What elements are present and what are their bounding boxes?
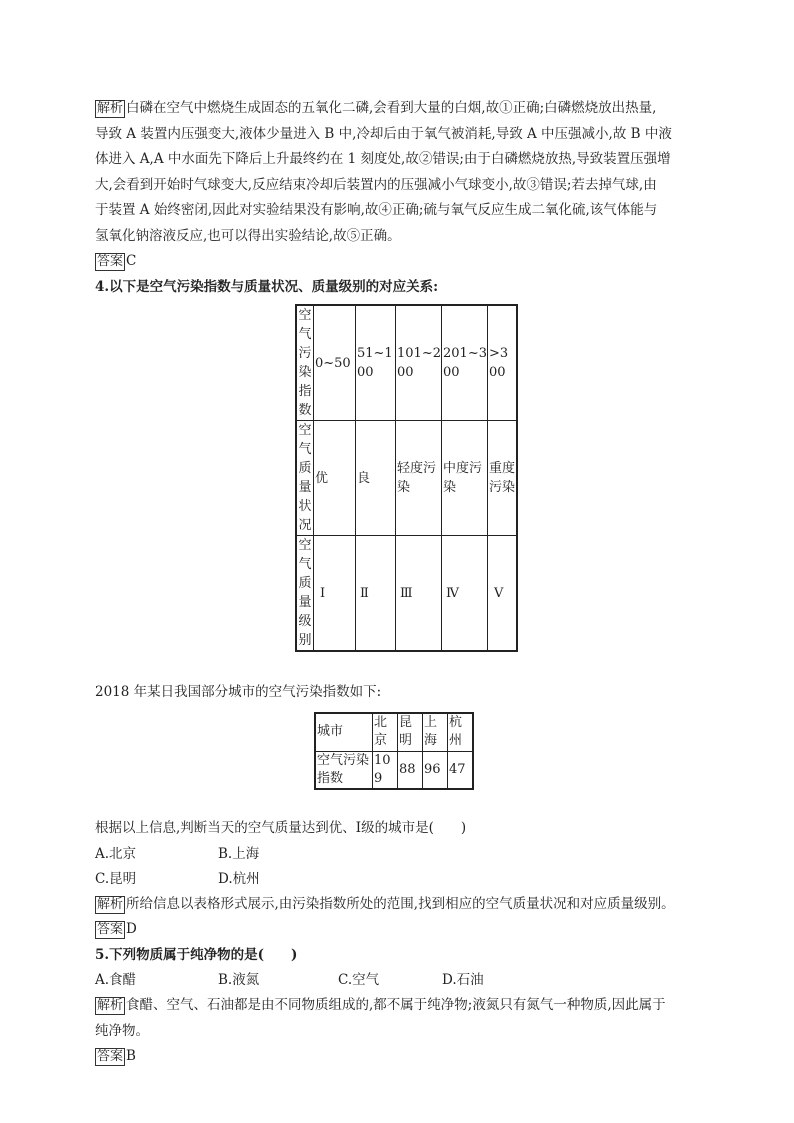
- row-header: 空气质量状况: [296, 421, 314, 536]
- table-cell: 良: [356, 421, 396, 536]
- table-cell: 47: [448, 751, 474, 789]
- analysis-label: 解析: [97, 896, 124, 912]
- analysis-line: 纯净物。: [95, 1022, 149, 1039]
- analysis-text: 所给信息以表格形式展示,由污染指数所处的范围,找到相应的空气质量状况和对应质量级别。: [126, 895, 675, 912]
- analysis-line: 大,会看到开始时气球变大,反应结束冷却后装置内的压强减小气球变小,故③错误;若去掉气球,由: [95, 176, 657, 193]
- option-b: B.液氮: [218, 972, 260, 988]
- q4-answer: [95, 917, 705, 943]
- city-index-table: [314, 712, 474, 790]
- table-row: [296, 421, 517, 536]
- analysis-line: 体进入 A,A 中水面先下降后上升最终约在 1 刻度处,故②错误;由于白磷燃烧放热,导致装置压强增: [95, 151, 671, 167]
- table-cell: Ⅴ: [488, 536, 518, 652]
- table-cell: 上海: [423, 713, 448, 751]
- table-row: [315, 751, 473, 789]
- row-header: 空气质量级别: [296, 536, 314, 652]
- q3-analysis: [95, 96, 705, 249]
- table-cell: >300: [488, 305, 518, 421]
- analysis-line: 导致 A 装置内压强变大,液体少量进入 B 中,冷却后由于氧气被消耗,导致 A 中压强减小,故 B 中液: [95, 125, 672, 142]
- table-cell: Ⅲ: [396, 536, 442, 652]
- document-page: [95, 96, 705, 1070]
- option-d: D.杭州: [218, 870, 260, 887]
- answer-value: D: [126, 921, 137, 937]
- q5-analysis: [95, 993, 705, 1019]
- option-c: C.昆明: [95, 870, 137, 887]
- table-cell: 昆明: [398, 713, 423, 751]
- answer-value: B: [126, 1048, 136, 1064]
- table-cell: 杭州: [448, 713, 474, 751]
- q5-answer: [95, 1044, 705, 1070]
- option-c: C.空气: [338, 972, 380, 988]
- answer-value: C: [126, 253, 137, 269]
- table-cell: 0~50: [314, 305, 356, 421]
- answer-label: 答案: [97, 1049, 124, 1064]
- answer-label: 答案: [97, 254, 124, 269]
- table-cell: 201~300: [442, 305, 488, 421]
- table-cell: 优: [314, 421, 356, 536]
- table-cell: 城市: [315, 713, 373, 751]
- analysis-line: 于装置 A 始终密闭,因此对实验结果没有影响,故④正确;硫与氧气反应生成二氧化硫,该气体能与: [95, 202, 658, 218]
- table-cell: 中度污染: [442, 421, 488, 536]
- q4-options: [95, 842, 705, 867]
- analysis-line: 白磷在空气中燃烧生成固态的五氧化二磷,会看到大量的白烟,故①正确;白磷燃烧放出热量,: [126, 100, 657, 116]
- option-b: B.上海: [218, 845, 260, 862]
- q3-answer: [95, 249, 705, 275]
- table-cell: Ⅱ: [356, 536, 396, 652]
- q4-analysis: [95, 892, 705, 918]
- q4-options: [95, 867, 705, 892]
- analysis-label: 解析: [97, 998, 124, 1013]
- table-cell: 51~100: [356, 305, 396, 421]
- q5-options: [95, 968, 705, 993]
- table-cell: 空气污染指数: [315, 751, 373, 789]
- table-row: [315, 713, 473, 751]
- table-cell: 109: [373, 751, 398, 789]
- analysis-line: 氢氧化钠溶液反应,也可以得出实验结论,故⑤正确。: [95, 227, 401, 244]
- answer-label: 答案: [97, 922, 124, 937]
- table-row: [296, 536, 517, 652]
- table-cell: Ⅰ: [314, 536, 356, 652]
- pollution-index-table: [295, 304, 518, 652]
- q5-stem: 5.下列物质属于纯净物的是( ): [95, 946, 298, 963]
- q4-intro: 2018 年某日我国部分城市的空气污染指数如下:: [95, 684, 382, 700]
- table-cell: 101~200: [396, 305, 442, 421]
- option-a: A.北京: [95, 845, 137, 862]
- table-cell: Ⅳ: [442, 536, 488, 652]
- option-d: D.石油: [442, 972, 484, 988]
- table-cell: 轻度污染: [396, 421, 442, 536]
- table-cell: 重度污染: [488, 421, 518, 536]
- table-cell: 北京: [373, 713, 398, 751]
- option-a: A.食醋: [95, 972, 137, 988]
- table-cell: 88: [398, 751, 423, 789]
- analysis-label: 解析: [97, 101, 124, 116]
- table-cell: 96: [423, 751, 448, 789]
- analysis-line: 食醋、空气、石油都是由不同物质组成的,都不属于纯净物;液氮只有氮气一种物质,因此属于: [126, 997, 666, 1013]
- row-header: 空气污染指数: [296, 305, 314, 421]
- q4-question: 根据以上信息,判断当天的空气质量达到优、Ⅰ级的城市是( ): [95, 820, 467, 836]
- q4-stem: 4.以下是空气污染指数与质量状况、质量级别的对应关系:: [95, 278, 439, 295]
- table-row: [296, 305, 517, 421]
